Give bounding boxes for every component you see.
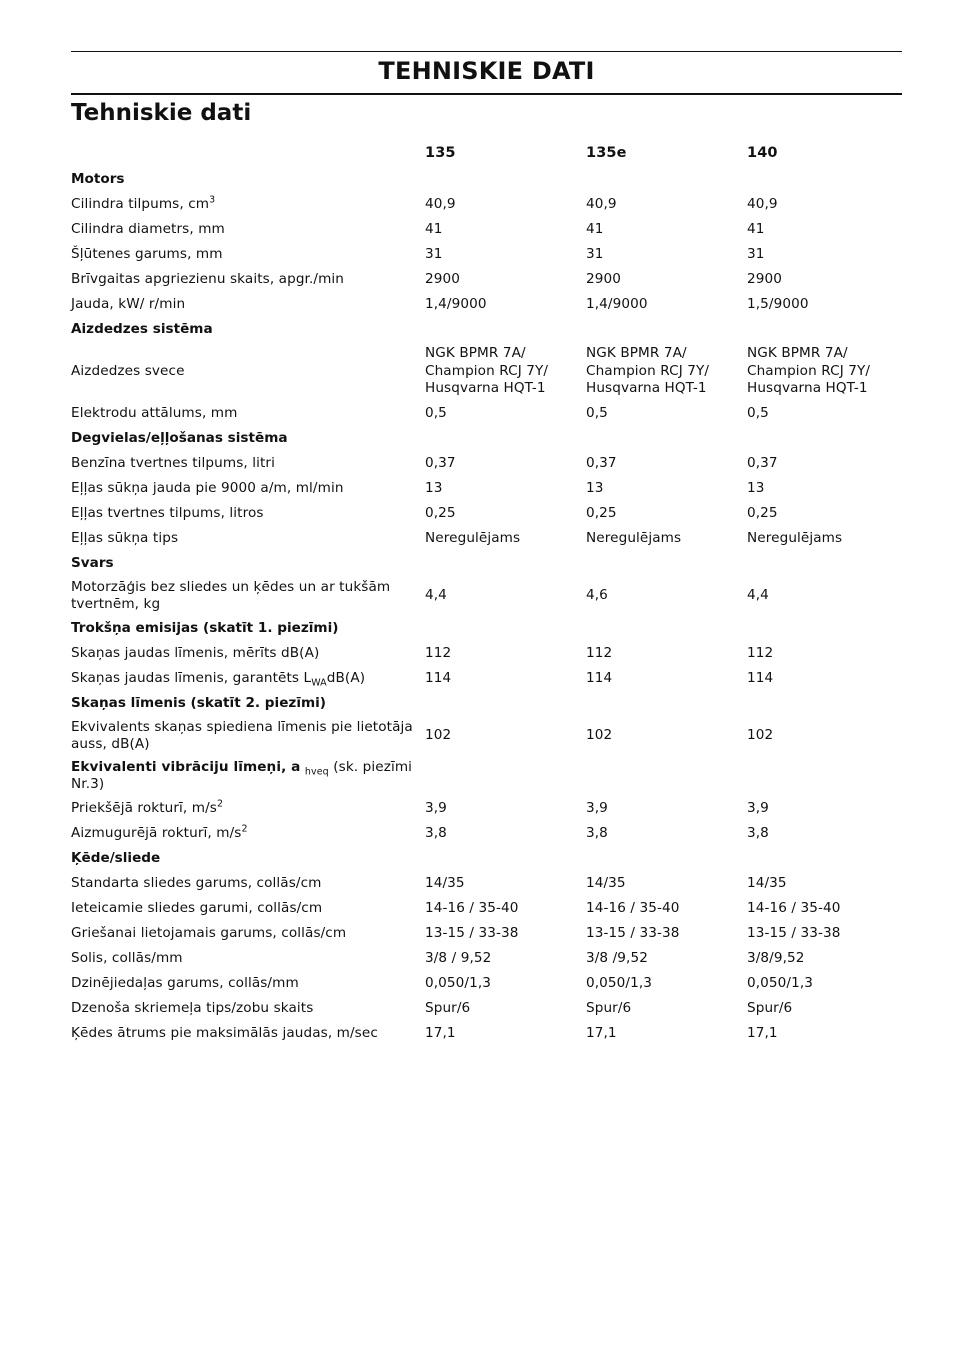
row-value: Spur/6 (586, 999, 632, 1016)
row-value: 102 (425, 727, 452, 744)
table-row (71, 796, 902, 821)
column-header-135e: 135e (586, 144, 627, 161)
table-row (71, 946, 902, 971)
row-value: 41 (425, 220, 443, 237)
header-rule (71, 93, 902, 95)
row-value: 4,4 (747, 587, 769, 604)
row-value: 3,9 (586, 799, 608, 816)
table-row (71, 451, 902, 476)
spec-table (71, 140, 902, 1046)
row-value: 41 (747, 220, 765, 237)
group-chain: Ķēde/sliede (71, 849, 161, 866)
row-value: 0,050/1,3 (747, 974, 814, 991)
row-value: 41 (586, 220, 604, 237)
row-value: Neregulējams (747, 529, 843, 546)
row-value: 13-15 / 33-38 (425, 924, 519, 941)
table-row (71, 871, 902, 896)
row-value: 17,1 (586, 1024, 617, 1041)
group-heading (71, 551, 902, 576)
row-label: Elektrodu attālums, mm (71, 404, 238, 421)
row-label: Ieteicamie sliedes garumi, collās/cm (71, 899, 323, 916)
row-value: 14-16 / 35-40 (586, 899, 680, 916)
row-value: 14-16 / 35-40 (425, 899, 519, 916)
row-value: 114 (586, 669, 613, 686)
group-heading (71, 846, 902, 871)
row-value: 1,4/9000 (586, 295, 648, 312)
row-value: Spur/6 (425, 999, 471, 1016)
row-value: Neregulējams (425, 529, 521, 546)
row-label: Cilindra tilpums, $cm^3$ (71, 194, 216, 212)
row-value: 13-15 / 33-38 (586, 924, 680, 941)
group-heading (71, 426, 902, 451)
row-value: Spur/6 (747, 999, 793, 1016)
group-heading (71, 756, 902, 796)
row-label: Skaņas jaudas līmenis, garantēts $L_{WA}dB(A)$ (71, 669, 366, 689)
group-motor: Motors (71, 170, 125, 187)
table-row (71, 576, 902, 616)
group-weight: Svars (71, 554, 114, 571)
row-label: Ekvivalents skaņas spiediena līmenis pie lietotāja auss, dB(A) (71, 718, 413, 752)
row-value: 112 (586, 644, 613, 661)
table-row (71, 292, 902, 317)
table-row (71, 401, 902, 426)
group-sound: Skaņas līmenis (skatīt 2. piezīmi) (71, 694, 327, 711)
group-vibration: Ekvivalenti vibrāciju līmeņi, a $_{hveq}$ (sk. piezīmi Nr.3) (71, 758, 413, 792)
row-label: Šļūtenes garums, mm (71, 245, 223, 262)
table-row (71, 996, 902, 1021)
group-heading (71, 167, 902, 192)
row-value: 13-15 / 33-38 (747, 924, 841, 941)
row-value: 40,9 (747, 195, 778, 212)
section-header: TEHNISKIE DATI (378, 57, 595, 85)
row-value: 3,9 (747, 799, 769, 816)
row-label: Brīvgaitas apgriezienu skaits, apgr./min (71, 270, 345, 287)
row-value: 14/35 (425, 874, 465, 891)
group-fuel: Degvielas/eļļošanas sistēma (71, 429, 288, 446)
row-label: Aizdedzes svece (71, 362, 185, 379)
table-row (71, 821, 902, 846)
row-label: Eļļas tvertnes tilpums, litros (71, 504, 264, 521)
group-heading (71, 616, 902, 641)
row-label: Skaņas jaudas līmenis, mērīts dB(A) (71, 644, 320, 661)
row-value: 40,9 (586, 195, 617, 212)
row-value: 4,6 (586, 587, 608, 604)
row-label: Griešanai lietojamais garums, collās/cm (71, 924, 347, 941)
row-value: 13 (747, 479, 765, 496)
row-value: 4,4 (425, 587, 447, 604)
column-header-row (71, 140, 902, 167)
row-value: 0,37 (586, 454, 617, 471)
row-label: Standarta sliedes garums, collās/cm (71, 874, 322, 891)
row-label: Priekšējā rokturī, $m/s^2$ (71, 798, 224, 816)
column-header-135: 135 (425, 144, 456, 161)
table-row (71, 641, 902, 666)
row-label: Eļļas sūkņa tips (71, 529, 179, 546)
group-noise: Trokšņa emisijas (skatīt 1. piezīmi) (71, 619, 339, 636)
row-value: 3,9 (425, 799, 447, 816)
row-value: 2900 (425, 270, 460, 287)
table-row (71, 217, 902, 242)
row-label: Solis, collās/mm (71, 949, 183, 966)
row-value: 102 (586, 727, 613, 744)
row-value: 0,050/1,3 (425, 974, 492, 991)
row-value: 14/35 (747, 874, 787, 891)
row-value: 13 (586, 479, 604, 496)
row-label: Benzīna tvertnes tilpums, litri (71, 454, 275, 471)
group-ignition: Aizdedzes sistēma (71, 320, 213, 337)
row-value: 3/8/9,52 (747, 949, 805, 966)
row-value: 31 (747, 245, 765, 262)
table-row (71, 1021, 902, 1046)
row-value: 2900 (586, 270, 621, 287)
table-row (71, 896, 902, 921)
row-value: 0,37 (425, 454, 456, 471)
table-row (71, 192, 902, 217)
row-value: 13 (425, 479, 443, 496)
row-value: 1,4/9000 (425, 295, 487, 312)
row-value: 31 (586, 245, 604, 262)
row-value: 0,5 (586, 404, 608, 421)
row-value: 3,8 (425, 824, 447, 841)
row-value: 2900 (747, 270, 782, 287)
page-title: Tehniskie dati (71, 100, 252, 126)
row-value: 112 (747, 644, 774, 661)
row-value: 3,8 (586, 824, 608, 841)
top-rule (71, 51, 902, 52)
row-value: NGK BPMR 7A/ Champion RCJ 7Y/ Husqvarna HQT-1 (425, 345, 549, 397)
row-value: 1,5/9000 (747, 295, 809, 312)
row-value: 0,25 (586, 504, 617, 521)
row-value: 114 (425, 669, 452, 686)
row-value: 17,1 (425, 1024, 456, 1041)
row-value: 0,25 (747, 504, 778, 521)
table-row (71, 501, 902, 526)
row-value: 102 (747, 727, 774, 744)
row-value: 17,1 (747, 1024, 778, 1041)
table-row (71, 526, 902, 551)
row-value: 0,050/1,3 (586, 974, 653, 991)
row-value: NGK BPMR 7A/ Champion RCJ 7Y/ Husqvarna HQT-1 (747, 345, 871, 397)
group-heading (71, 691, 902, 716)
row-value: 3/8 /9,52 (586, 949, 648, 966)
row-label: Motorzāģis bez sliedes un ķēdes un ar tukšām tvertnēm, kg (71, 578, 391, 612)
table-row (71, 267, 902, 292)
row-label: Eļļas sūkņa jauda pie 9000 a/m, ml/min (71, 479, 344, 496)
row-value: 0,5 (425, 404, 447, 421)
row-value: 0,5 (747, 404, 769, 421)
row-label: Jauda, kW/ r/min (71, 295, 186, 312)
row-value: 14/35 (586, 874, 626, 891)
row-label: Cilindra diametrs, mm (71, 220, 225, 237)
table-row (71, 921, 902, 946)
row-value: 14-16 / 35-40 (747, 899, 841, 916)
table-row (71, 716, 902, 756)
column-header-140: 140 (747, 144, 778, 161)
table-row (71, 342, 902, 401)
table-row (71, 476, 902, 501)
row-value: NGK BPMR 7A/ Champion RCJ 7Y/ Husqvarna HQT-1 (586, 345, 710, 397)
row-label: Dzinējiedaļas garums, collās/mm (71, 974, 299, 991)
row-value: 40,9 (425, 195, 456, 212)
row-value: 31 (425, 245, 443, 262)
row-value: 112 (425, 644, 452, 661)
row-label: Aizmugurējā rokturī, $m/s^2$ (71, 823, 248, 841)
row-label: Ķēdes ātrums pie maksimālās jaudas, m/sec (71, 1024, 378, 1041)
table-row (71, 666, 902, 691)
row-label: Dzenoša skriemeļa tips/zobu skaits (71, 999, 314, 1016)
row-value: 0,37 (747, 454, 778, 471)
row-value: 3,8 (747, 824, 769, 841)
row-value: 3/8 / 9,52 (425, 949, 492, 966)
row-value: 114 (747, 669, 774, 686)
row-value: Neregulējams (586, 529, 682, 546)
group-heading (71, 317, 902, 342)
row-value: 0,25 (425, 504, 456, 521)
table-row (71, 242, 902, 267)
table-row (71, 971, 902, 996)
